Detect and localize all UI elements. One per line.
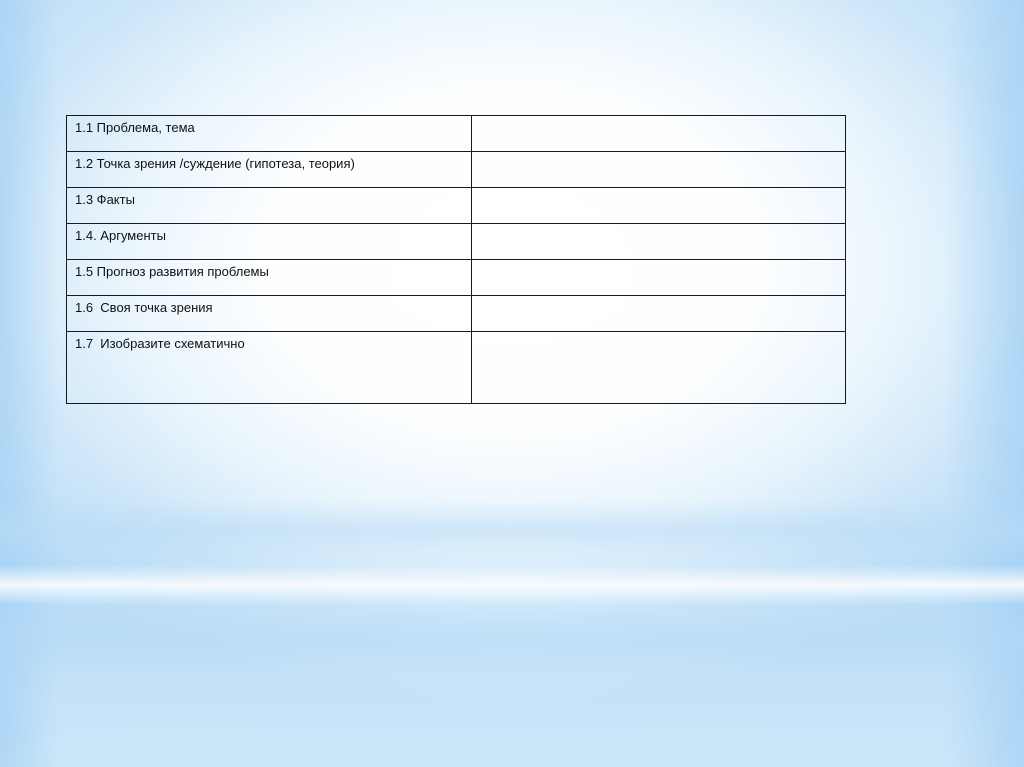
table-row [67,224,846,260]
table-row [67,116,846,152]
analysis-table [66,115,846,404]
table-row [67,260,846,296]
table-row [67,332,846,404]
row-value-schematic[interactable] [472,332,846,404]
background-band [0,500,1024,560]
row-label-viewpoint: 1.2 Точка зрения /суждение (гипотеза, теория) [67,152,472,188]
table-row [67,296,846,332]
row-value-viewpoint[interactable] [472,152,846,188]
row-label-facts: 1.3 Факты [67,188,472,224]
row-value-problem[interactable] [472,116,846,152]
row-value-arguments[interactable] [472,224,846,260]
row-label-schematic: 1.7 Изобразите схематично [67,332,472,404]
table-row [67,152,846,188]
background-glow-left [0,0,60,767]
table-row [67,188,846,224]
row-label-arguments: 1.4. Аргументы [67,224,472,260]
row-label-own-view: 1.6 Своя точка зрения [67,296,472,332]
row-value-forecast[interactable] [472,260,846,296]
background-band [0,565,1024,605]
row-label-forecast: 1.5 Прогноз развития проблемы [67,260,472,296]
row-label-problem: 1.1 Проблема, тема [67,116,472,152]
background-glow-right [944,0,1024,767]
row-value-facts[interactable] [472,188,846,224]
background-band [0,605,1024,675]
row-value-own-view[interactable] [472,296,846,332]
